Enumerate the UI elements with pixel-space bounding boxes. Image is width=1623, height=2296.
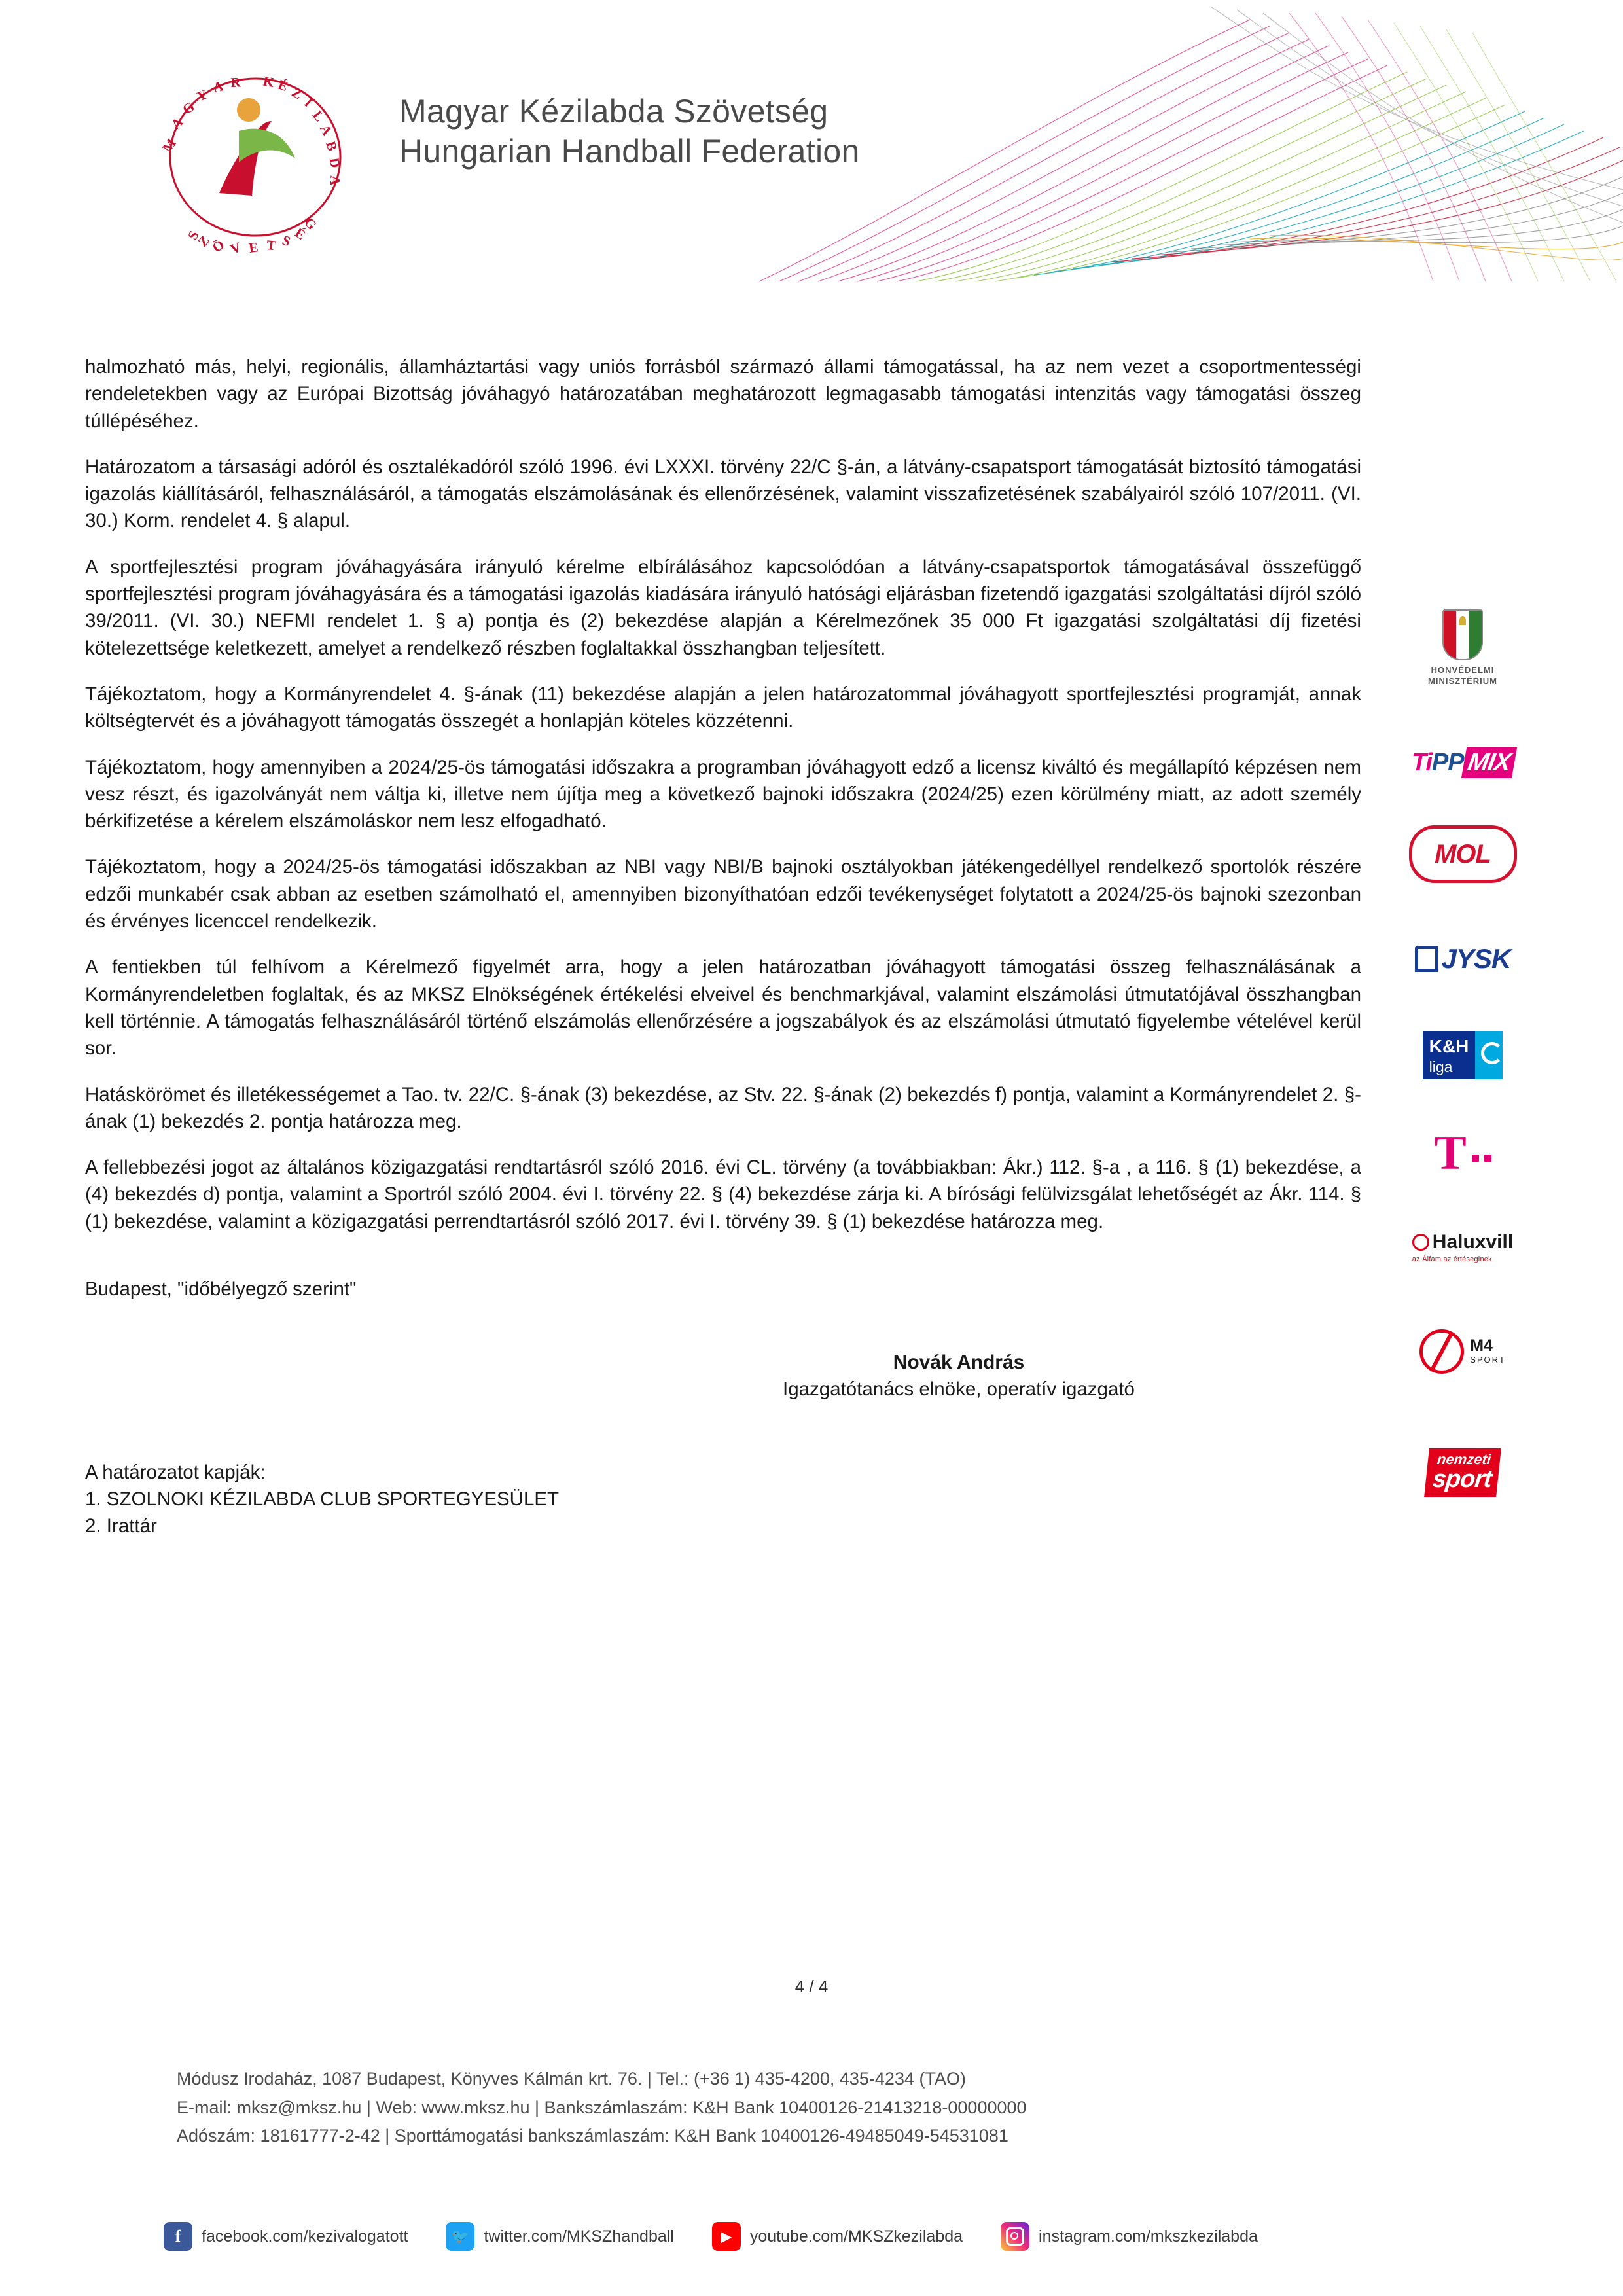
instagram-icon xyxy=(1001,2222,1029,2251)
telekom-dots-icon xyxy=(1472,1155,1491,1162)
page-number: 4 / 4 xyxy=(794,1977,829,1996)
svg-text:D: D xyxy=(326,156,344,169)
sponsor-label: HONVÉDELMI MINISZTÉRIUM xyxy=(1428,665,1497,686)
bulb-icon xyxy=(1412,1234,1429,1251)
svg-text:G: G xyxy=(179,98,198,118)
svg-text:É: É xyxy=(292,224,309,243)
recipient-item: 1. SZOLNOKI KÉZILABDA CLUB SPORTEGYESÜLET xyxy=(85,1488,560,1510)
svg-text:I: I xyxy=(301,95,316,111)
svg-text:M: M xyxy=(159,135,180,156)
svg-text:K: K xyxy=(262,73,276,91)
signer-title: Igazgatótanács elnöke, operatív igazgató xyxy=(783,1378,1135,1400)
paragraph: Tájékoztatom, hogy a 2024/25-ös támogatási időszakban az NBI vagy NBI/B bajnoki osztályokban játékengedéllyel rendelkező sportolók részére edzői munkabér csak abban az esetben számolható el, amennyiben bizonyíthatóan edzői tevékenységet folytatott a 2024/25-ös bajnoki szezonban és érvényes licenccel rendelkezik. xyxy=(85,856,1361,933)
sponsor-label: JYSK xyxy=(1415,943,1511,975)
paragraph: Határozatom a társasági adóról és osztalékadóról szóló 1996. évi LXXXI. törvény 22/C §-án, a látvány-csapatsport támogatását biztosító támogatási igazolás kiállításáról, felhasználásáról, a támogatás elszámolásának és ellenőrzésének, valamint visszafizetésének szabályairól szóló 107/2011. (VI. 30.) Korm. rendelet 4. § alapul. xyxy=(85,456,1361,532)
sponsor-logo-telekom xyxy=(1381,1126,1544,1181)
chair-icon xyxy=(1415,946,1438,972)
svg-text:S: S xyxy=(279,232,293,250)
page-header xyxy=(0,0,1623,308)
paragraph: Tájékoztatom, hogy a Kormányrendelet 4. §-ának (11) bekezdése alapján a jelen határozatommal jóváhagyott sportfejlesztési programját, annak költségtervét és a jóváhagyott támogatás összegét a honlapján köteles közzétenni. xyxy=(85,683,1361,732)
svg-text:A: A xyxy=(211,78,225,96)
social-link-twitter[interactable] xyxy=(446,2222,673,2251)
paragraph: A sportfejlesztési program jóváhagyására irányuló kérelme elbírálásához kapcsolódóan a látvány-csapatsportok támogatásával összefüggő sportfejlesztési program jóváhagyására és a támogatási igazolás kiadására irányuló hatósági eljárásban fizetendő igazgatási szolgáltatási díjról szóló 39/2011. (VI. 30.) NEFMI rendelet 1. § a) pontja és (2) bekezdése alapján a Kérelmezőnek 35 000 Ft igazgatási szolgáltatási díj fizetési kötelezettsége keletkezett, amelyet a rendelkező részben foglaltakkal összhangban teljesített. xyxy=(85,556,1361,659)
social-link-label: youtube.com/MKSZkezilabda xyxy=(749,2227,963,2246)
sponsor-label: nemzeti sport xyxy=(1424,1448,1501,1497)
sponsor-label: M4 SPORT xyxy=(1419,1329,1506,1374)
recipients-title: A határozatot kapják: xyxy=(85,1461,266,1483)
decorative-swoosh-graphic xyxy=(753,0,1623,295)
sponsor-label: T xyxy=(1434,1136,1491,1171)
facebook-icon: f xyxy=(164,2222,192,2251)
paragraph: A fentiekben túl felhívom a Kérelmező figyelmét arra, hogy a jelen határozatban jóváhagyott támogatási összeg felhasználásának a Kormányrendeletben foglaltak, és az MKSZ Elnökségének értékelési elveivel és benchmarkjával, valamint elszámolási útmutatójával összhangban kell történnie. A támogatás felhasználásáról történő elszámolás ellenőrzésére a jogszabályok és az elszámolási útmutató figyelembe vételével kerül sor. xyxy=(85,956,1361,1060)
svg-text:S: S xyxy=(184,228,202,243)
sponsor-label: MOL xyxy=(1409,825,1517,883)
federation-name-en: Hungarian Handball Federation xyxy=(399,133,860,170)
hungarian-coat-of-arms-icon xyxy=(1442,609,1483,660)
recipient-item: 2. Irattár xyxy=(85,1515,157,1537)
place-and-date: Budapest, "időbélyegző szerint" xyxy=(85,1278,357,1300)
svg-text:A: A xyxy=(168,114,187,133)
footer-address: Módusz Irodaház, 1087 Budapest, Könyves Kálmán krt. 76. | Tel.: (+36 1) 435-4200, 435-4234 (TAO) xyxy=(177,2069,966,2089)
footer-contact: E-mail: mksz@mksz.hu | Web: www.mksz.hu | Bankszámlaszám: K&H Bank 10400126-21413218-00000000 xyxy=(177,2097,1027,2117)
svg-text:É: É xyxy=(276,76,291,95)
federation-title-block xyxy=(399,92,860,171)
svg-text:A: A xyxy=(316,122,336,138)
sponsor-logo-kh-liga xyxy=(1381,1028,1544,1083)
ball-icon xyxy=(1419,1329,1464,1374)
social-link-label: instagram.com/mkszkezilabda xyxy=(1039,2227,1258,2246)
social-links-bar xyxy=(164,2222,1258,2251)
sponsor-label: TiPPMIX xyxy=(1412,747,1514,778)
svg-text:Y: Y xyxy=(194,86,210,105)
svg-text:R: R xyxy=(230,74,241,91)
sponsor-logo-tippmix xyxy=(1381,740,1544,785)
kh-swirl-icon xyxy=(1475,1031,1503,1079)
social-link-instagram[interactable] xyxy=(1001,2222,1258,2251)
document-body xyxy=(85,353,1361,1540)
svg-text:Z: Z xyxy=(194,232,213,250)
sponsor-label: Haluxvill az Álfam az értéseginek xyxy=(1412,1230,1514,1263)
signature-block xyxy=(85,1276,1361,1403)
svg-text:B: B xyxy=(323,139,341,153)
svg-text:V: V xyxy=(228,239,243,255)
sponsor-logo-jysk xyxy=(1381,933,1544,985)
sponsor-logo-m4-sport xyxy=(1381,1322,1544,1381)
svg-text:L: L xyxy=(309,107,328,125)
signer-name: Novák András xyxy=(893,1352,1025,1374)
svg-text:E: E xyxy=(247,239,259,255)
paragraph: Hatáskörömet és illetékességemet a Tao. tv. 22/C. §-ának (3) bekezdése, az Stv. 22. §-ának (2) bekezdés f) pontja, valamint a Kormányrendelet 2. §-ának (1) bekezdés 2. pontja határozza meg. xyxy=(85,1083,1361,1132)
sponsor-logo-haluxvill xyxy=(1381,1224,1544,1270)
paragraph: Tájékoztatom, hogy amennyiben a 2024/25-ös támogatási időszakra a programban jóváhagyott edző a licensz kiváltó és megállapító képzésen nem vesz részt, és igazolványát nem váltja ki, illetve nem újítja meg a következő bajnoki időszakra (2024/25) ezen körülmény miatt, az adott személy bérkifizetése a kérelem elszámoláskor nem lesz elfogadható. xyxy=(85,756,1361,833)
svg-text:A: A xyxy=(327,175,344,186)
svg-text:Z: Z xyxy=(289,84,306,103)
twitter-icon: 🐦 xyxy=(446,2222,474,2251)
social-link-label: twitter.com/MKSZhandball xyxy=(484,2227,674,2246)
social-link-youtube[interactable] xyxy=(712,2222,963,2251)
recipients-block xyxy=(85,1459,1361,1540)
social-link-facebook[interactable] xyxy=(164,2222,408,2251)
sponsor-logo-honvedelmi-miniszterium xyxy=(1381,609,1544,687)
svg-text:T: T xyxy=(266,236,277,254)
footer-tax: Adószám: 18161777-2-42 | Sporttámogatási bankszámlaszám: K&H Bank 10400126-49485049-54531081 xyxy=(177,2126,1008,2146)
sponsor-logo-nemzeti-sport xyxy=(1381,1443,1544,1502)
paragraph: halmozható más, helyi, regionális, államháztartási vagy uniós forrásból származó állami támogatással, ha az nem vezet a csoportmentességi rendeletekben vagy az Európai Bizottság jóváhagyó határozatában meghatározott legmagasabb támogatási intenzitás vagy támogatási összeg túllépéséhez. xyxy=(85,356,1361,432)
federation-name-hu: Magyar Kézilabda Szövetség xyxy=(399,93,829,130)
page-footer xyxy=(0,2026,1623,2296)
svg-text:G: G xyxy=(301,214,320,233)
youtube-icon: ▶ xyxy=(712,2222,741,2251)
social-link-label: facebook.com/kezivalogatott xyxy=(202,2227,408,2246)
mksz-logo xyxy=(141,59,370,255)
paragraph: A fellebbezési jogot az általános közigazgatási rendtartásról szóló 2016. évi CL. törvény (a továbbiakban: Ákr.) 112. §-a , a 116. § (1) bekezdése, a (4) bekezdés d) pontja, valamint a Sportról szóló 2004. évi I. törvény 22. § (4) bekezdése zárja ki. A bírósági felülvizsgálat lehetőségét az Ákr. 114. § (1) bekezdése, valamint a közigazgatási perrendtartásról szóló 2017. évi I. törvény 39. § (1) bekezdése határozza meg. xyxy=(85,1157,1361,1232)
sponsor-logo-mol xyxy=(1381,825,1544,884)
svg-text:Ö: Ö xyxy=(209,236,227,255)
sponsor-label: K&H liga xyxy=(1423,1031,1503,1079)
signer xyxy=(556,1350,1361,1402)
footer-contact-info xyxy=(177,2065,1027,2151)
